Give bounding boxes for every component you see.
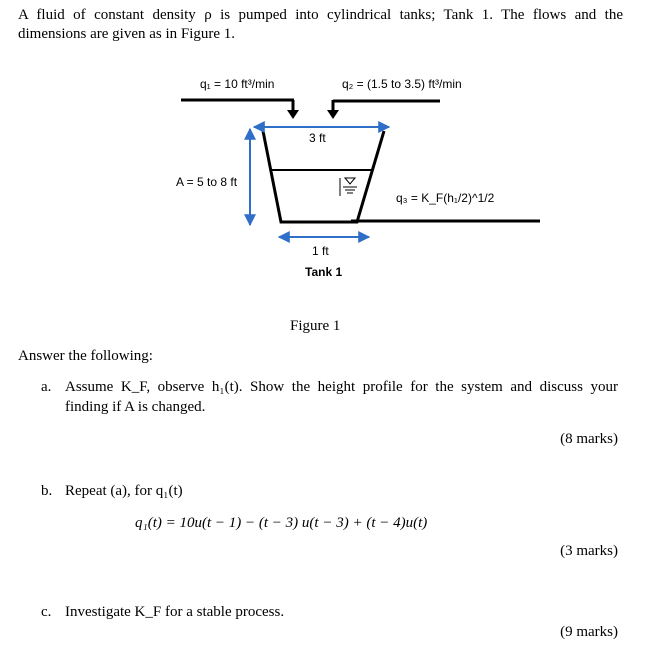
bottom-width-label: 1 ft	[312, 244, 329, 258]
question-a-line-2: finding if A is changed.	[65, 399, 206, 415]
top-width-label: 3 ft	[309, 131, 326, 145]
intro-line-2: dimensions are given as in Figure 1.	[18, 26, 236, 42]
q1-label: q₁ = 10 ft³/min	[200, 77, 275, 91]
q1-inlet-pipe	[181, 100, 299, 119]
q3-label: q₃ = K_F(h₁/2)^1/2	[396, 191, 495, 205]
question-c-text: Investigate K_F for a stable process.	[65, 604, 285, 620]
question-b-marks: (3 marks)	[560, 543, 618, 559]
question-b-text: Repeat (a), for q₁(t)	[65, 483, 183, 499]
question-a-line-1: Assume K_F, observe h₁(t). Show the height profile for the system and discuss your	[65, 379, 618, 395]
question-b-equation: q₁(t) = 10u(t − 1) − (t − 3) u(t − 3) + (t − 4)u(t)	[135, 515, 428, 531]
answer-heading: Answer the following:	[18, 348, 153, 364]
question-b-label: b.	[41, 483, 53, 499]
question-a-label: a.	[41, 379, 52, 395]
intro-line-1: A fluid of constant density ρ is pumped into cylindrical tanks; Tank 1. The flows and the	[18, 7, 623, 23]
q2-inlet-pipe	[327, 100, 440, 119]
tank-name-label: Tank 1	[305, 265, 343, 279]
question-c-marks: (9 marks)	[560, 624, 618, 640]
level-symbol	[340, 178, 357, 196]
question-c-label: c.	[41, 604, 52, 620]
question-a-marks: (8 marks)	[560, 431, 618, 447]
figure-caption: Figure 1	[290, 318, 341, 334]
q2-label: q₂ = (1.5 to 3.5) ft³/min	[342, 77, 462, 91]
area-label: A = 5 to 8 ft	[176, 175, 238, 189]
